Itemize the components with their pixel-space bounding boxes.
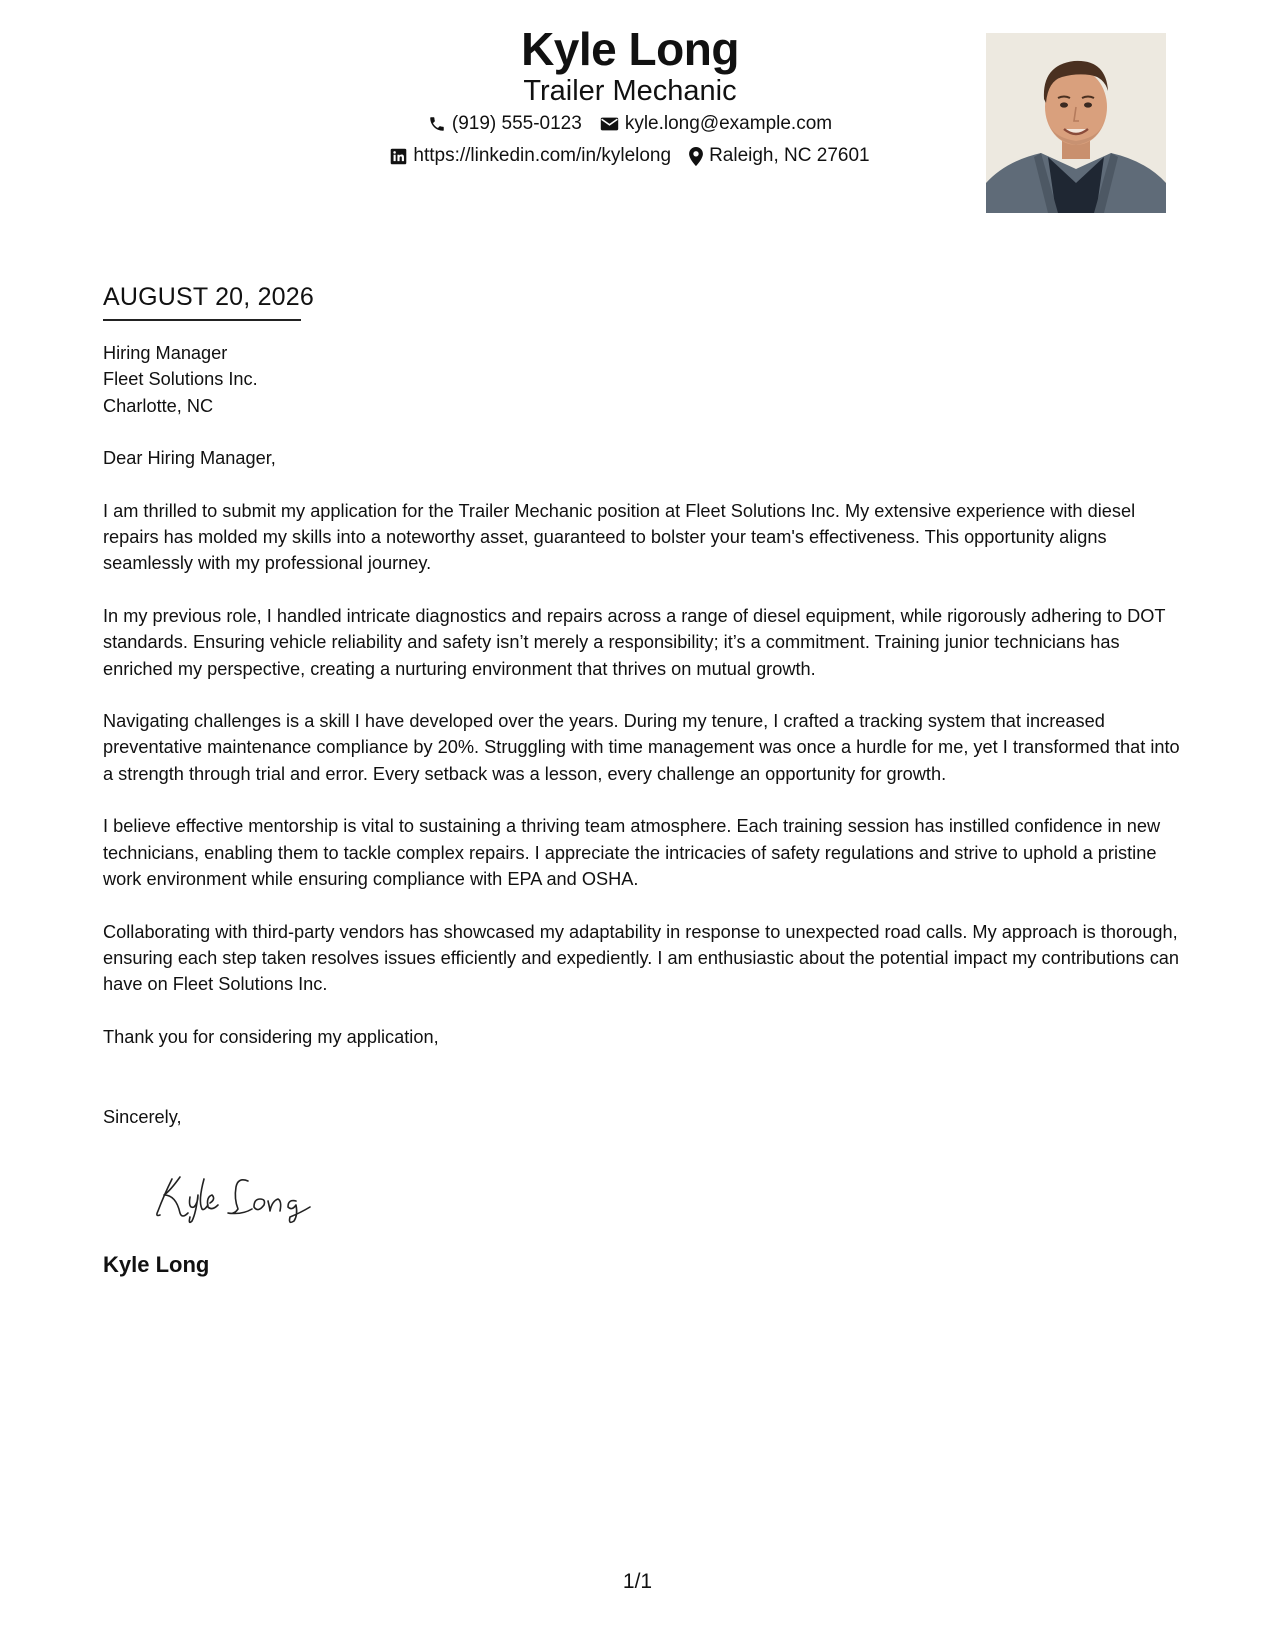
- letter-date: AUGUST 20, 2026: [103, 283, 314, 311]
- letter-body: [103, 340, 1183, 1131]
- paragraph: Navigating challenges is a skill I have developed over the years. During my tenure, I crafted a tracking system that increased preventative maintenance compliance by 20%. Struggling with time management was once a hurdle for me, yet I transformed that into a strength through trial and error. Every setback was a lesson, every challenge an opportunity for growth.: [103, 711, 1180, 784]
- signoff: Sincerely,: [103, 1107, 182, 1128]
- signed-name: Kyle Long: [103, 1252, 210, 1277]
- recipient-block: [103, 340, 1183, 419]
- envelope-icon: [600, 116, 619, 132]
- salutation: Dear Hiring Manager,: [103, 448, 276, 469]
- linkedin-contact: [390, 140, 671, 172]
- date-underline: [103, 319, 301, 321]
- linkedin-text[interactable]: https://linkedin.com/in/kylelong: [413, 145, 672, 166]
- handwritten-signature: [150, 1165, 330, 1225]
- closing-line: Thank you for considering my application,: [103, 1026, 439, 1047]
- recipient-location: Charlotte, NC: [103, 395, 214, 416]
- location-contact: [689, 140, 870, 172]
- paragraph: In my previous role, I handled intricate diagnostics and repairs across a range of diesel equipment, while rigorously adhering to DOT standards. Ensuring vehicle reliability and safety isn’t merely a responsibility; it’s a commitment. Training junior technicians has enriched my perspective, creating a nurturing environment that thrives on mutual growth.: [103, 605, 1166, 679]
- linkedin-icon: [390, 148, 407, 165]
- location-text: Raleigh, NC 27601: [709, 145, 870, 166]
- paragraph: Collaborating with third-party vendors has showcased my adaptability in response to unexpected road calls. My approach is thorough, ensuring each step taken resolves issues efficiently and expediently. I am enthusiastic about the potential impact my contributions can have on Fleet Solutions Inc.: [103, 921, 1180, 995]
- page-number: 1/1: [622, 1570, 653, 1593]
- job-title: Trailer Mechanic: [523, 75, 737, 107]
- date-block: [103, 280, 314, 321]
- phone-contact: [428, 108, 582, 140]
- applicant-name: Kyle Long: [521, 23, 739, 75]
- recipient-name: Hiring Manager: [103, 343, 228, 363]
- profile-photo: [986, 33, 1166, 213]
- recipient-company: Fleet Solutions Inc.: [103, 369, 258, 390]
- email-contact: [600, 108, 832, 140]
- map-marker-icon: [689, 147, 703, 166]
- phone-icon: [428, 115, 446, 133]
- email-text[interactable]: kyle.long@example.com: [624, 113, 833, 134]
- paragraph: I believe effective mentorship is vital to sustaining a thriving team atmosphere. Each training session has instilled confidence in new technicians, enabling them to tackle complex repairs. I appreciate the intricacies of safety regulations and strive to uphold a pristine work environment while ensuring compliance with EPA and OSHA.: [103, 816, 1161, 890]
- phone-text: (919) 555-0123: [451, 113, 582, 134]
- paragraph: I am thrilled to submit my application for the Trailer Mechanic position at Fleet Solutions Inc. My extensive experience with diesel repairs has molded my skills into a noteworthy asset, guaranteed to bolster your team's effectiveness. This opportunity aligns seamlessly with my professional journey.: [103, 500, 1136, 574]
